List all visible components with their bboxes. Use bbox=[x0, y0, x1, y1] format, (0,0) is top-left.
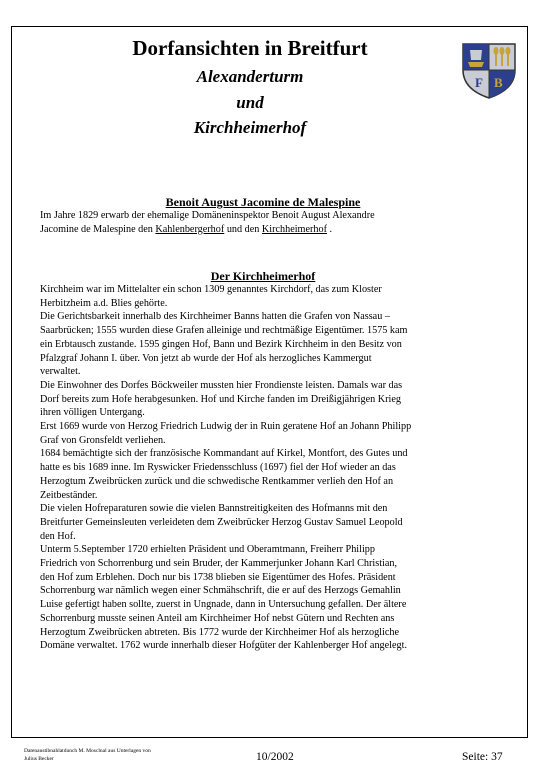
text-line: Herbitzheim a.d. Blies gehörte. bbox=[40, 297, 168, 309]
text-line: Domäne verwaltet. 1762 wurde innerhalb dieser Hofgüter der Kahlenberger Hof angelegt. bbox=[40, 640, 407, 652]
text-line: Graf von Gronsfeldt verliehen. bbox=[40, 434, 166, 446]
text-line: Unterm 5.September 1720 erhielten Präsident und Oberamtmann, Freiherr Philipp bbox=[40, 544, 375, 556]
section-heading-malespine: Benoit August Jacomine de Malespine bbox=[165, 195, 361, 209]
text-line: Zeitbeständer. bbox=[40, 489, 98, 501]
text-line: den Hof. bbox=[40, 530, 76, 542]
text-line: Kirchheim war im Mittelalter ein schon 1309 genanntes Kirchdorf, das zum Kloster bbox=[40, 284, 382, 295]
text-line: Die Gerichtsbarkeit innerhalb des Kirchheimer Banns hatten die Grafen von Nassau – bbox=[40, 311, 390, 323]
text-line: Dorf bereits zum Hofe herabgesunken. Hof und Kirche fanden im Dreißigjährigen Krieg bbox=[40, 393, 401, 405]
text-line: den Hof zum Erblehen. Doch nur bis 1738 blieben sie Eigentümer des Hofes. Präsident bbox=[40, 571, 396, 583]
text-line: Die vielen Hofreparaturen sowie die vielen Bannstreitigkeiten des Hofmanns mit den bbox=[40, 503, 388, 515]
text-line: verwaltet. bbox=[40, 366, 81, 378]
svg-text:B: B bbox=[494, 75, 503, 90]
text-line: ein Erbtausch zustande. 1595 gingen Hof, Bann und Bezirk Kirchheim in den Besitz von bbox=[40, 338, 402, 350]
coat-of-arms-icon bbox=[459, 40, 519, 100]
text-line: Im Jahre 1829 erwarb der ehemalige Domäneninspektor Benoit August Alexandre bbox=[40, 210, 375, 221]
text-line: Luise gefertigt haben sollte, zuerst in Ungnade, dann in Untersuchung gefallen. Der ältere bbox=[40, 599, 407, 611]
subtitle-alexanderturm: Alexanderturm bbox=[196, 67, 304, 86]
text-line: 1684 bemächtigte sich der französische Kommandant auf Kirkel, Montfort, des Gutes und bbox=[40, 448, 408, 460]
text-line: Die Einwohner des Dorfes Böckweiler mussten hier Frondienste leisten. Damals war das bbox=[40, 379, 403, 391]
text-line: Schorrenburg war nämlich wegen einer Schmähschrift, die er auf des Herzogs Gemahlin bbox=[40, 585, 401, 597]
page-title: Dorfansichten in Breitfurt bbox=[132, 36, 368, 60]
section-heading-kirchheimerhof: Der Kirchheimerhof bbox=[210, 269, 316, 283]
page-number: Seite: 37 bbox=[462, 751, 503, 763]
subtitle-kirchheimerhof: Kirchheimerhof bbox=[193, 118, 307, 137]
section-kirchheimerhof-text bbox=[40, 283, 490, 653]
text-line: Jacomine de Malespine den Kahlenbergerhof und den Kirchheimerhof . bbox=[40, 223, 333, 235]
text-line: Saarbrücken; 1555 wurden diese Grafen alleinige und rechtmäßige Eigentümer. 1575 kam bbox=[40, 325, 408, 337]
text-line: Erst 1669 wurde von Herzog Friedrich Ludwig der in Ruin geratene Hof an Johann Philipp bbox=[40, 421, 412, 433]
footer-credit: Datenaustibnahlatdunch M. Mosclnal aus Unterlagen von Julius Becker bbox=[24, 748, 151, 762]
text-line: Herzogtum Zweibrücken abtreten. Bis 1772 wurde der Kirchheimer Hof als herzogliche bbox=[40, 626, 399, 638]
link-kirchheimerhof[interactable]: Kirchheimerhof bbox=[261, 223, 327, 235]
text-line: Friedrich von Schorrenburg und sein Bruder, der Kammerjunker Johann Karl Christian, bbox=[40, 558, 398, 570]
svg-text:F: F bbox=[475, 75, 483, 90]
footer-date: 10/2002 bbox=[256, 751, 294, 763]
subtitle-und: und bbox=[236, 93, 264, 112]
text-line: Pfalzgraf Johann I. über. Von jetzt ab wurde der Hof als herzogliches Kammergut bbox=[40, 352, 372, 364]
link-kahlenbergerhof[interactable]: Kahlenbergerhof bbox=[155, 223, 225, 235]
text-line: Breitfurter Gemeinsleuten verleideten dem Zweibrücker Herzog Gustav Samuel Leopold bbox=[40, 516, 403, 528]
text-line: Herzogtum Zweibrücken zurück und die schwedische Rentkammer verlieh den Hof an bbox=[40, 475, 394, 487]
text-line: hatte es bis 1689 inne. Im Ryswicker Friedensschluss (1697) fiel der Hof wieder an das bbox=[40, 462, 396, 474]
text-line: ihren völligen Untergang. bbox=[40, 407, 145, 419]
section-malespine-text bbox=[40, 209, 490, 236]
text-line: Schorrenburg musste seinen Anteil am Kirchheimer Hof nebst Gütern und Rechten ans bbox=[40, 612, 395, 624]
